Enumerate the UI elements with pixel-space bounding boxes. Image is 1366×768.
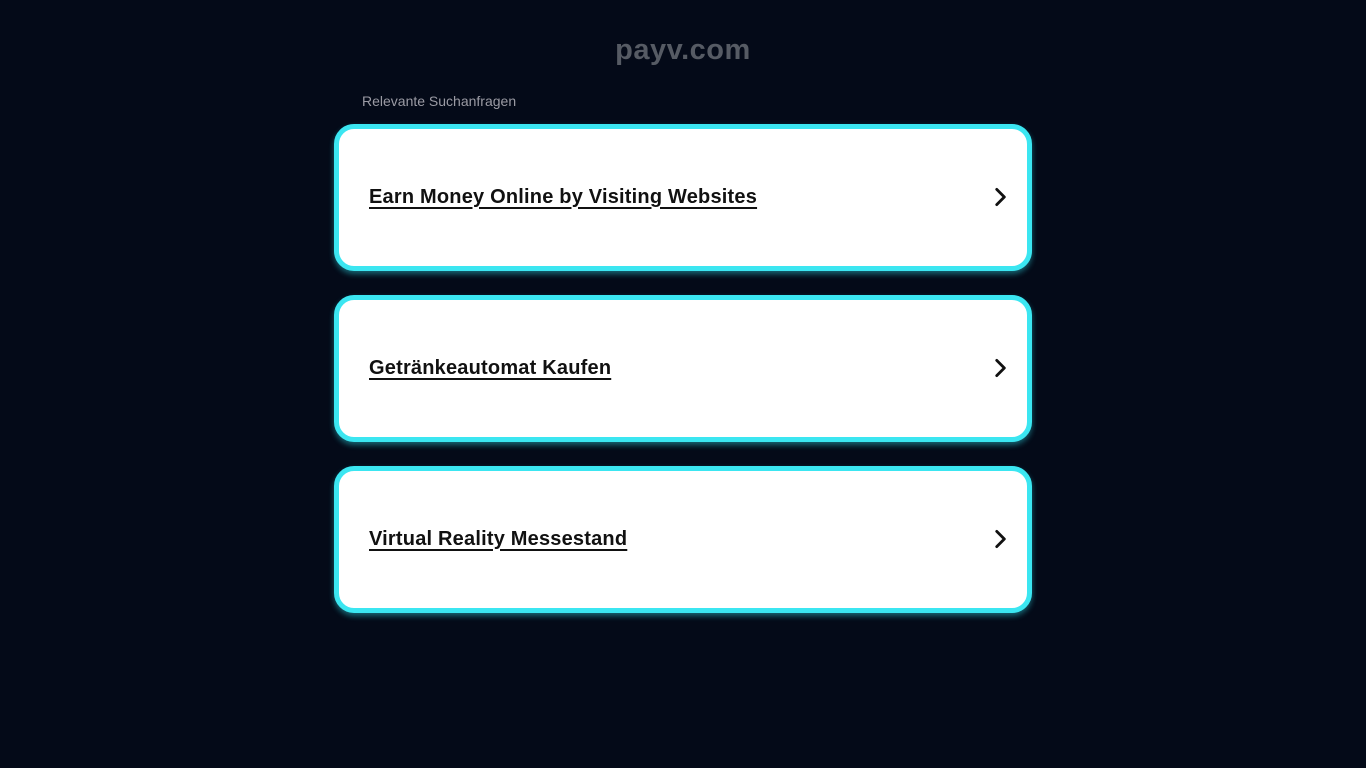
sponsored-link-card[interactable] bbox=[334, 124, 1032, 271]
sponsored-link[interactable]: Virtual Reality Messestand bbox=[369, 527, 628, 550]
chevron-right-icon bbox=[987, 355, 1013, 381]
related-searches-label: Relevante Suchanfragen bbox=[362, 92, 517, 109]
sponsored-links-list bbox=[334, 124, 1032, 613]
sponsored-link-card[interactable] bbox=[334, 295, 1032, 442]
content-column bbox=[334, 0, 1032, 613]
page-title: payv.com bbox=[615, 34, 751, 66]
chevron-right-icon bbox=[987, 184, 1013, 210]
sponsored-link-card[interactable] bbox=[334, 466, 1032, 613]
sponsored-link[interactable]: Earn Money Online by Visiting Websites bbox=[369, 185, 758, 208]
chevron-right-icon bbox=[987, 526, 1013, 552]
sponsored-link[interactable]: Getränkeautomat Kaufen bbox=[369, 356, 612, 379]
